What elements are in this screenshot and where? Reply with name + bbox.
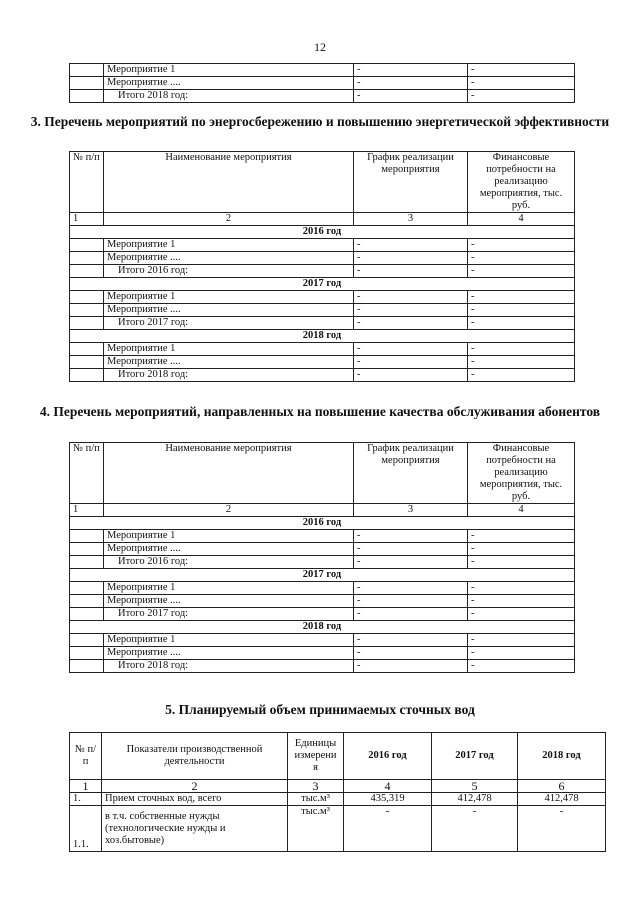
schedule-cell: - (354, 252, 468, 265)
finance-cell: - (468, 90, 575, 103)
value-2018: - (518, 806, 606, 852)
empty-cell (70, 647, 104, 660)
empty-cell (70, 90, 104, 103)
column-number: 1 (70, 780, 102, 793)
finance-cell: - (468, 317, 575, 330)
column-header: № п/п (70, 152, 104, 213)
finance-cell: - (468, 595, 575, 608)
finance-cell: - (468, 77, 575, 90)
schedule-cell: - (354, 369, 468, 382)
column-number: 3 (288, 780, 344, 793)
schedule-cell: - (354, 343, 468, 356)
empty-cell (70, 356, 104, 369)
section-3-table (69, 151, 575, 382)
activity-name: Мероприятие 1 (104, 64, 354, 77)
header-row (70, 443, 575, 504)
year-label: 2016 год (70, 226, 575, 239)
finance-cell: - (468, 543, 575, 556)
table-row (70, 582, 575, 595)
schedule-cell: - (354, 356, 468, 369)
unit-cell: тыс.м³ (288, 806, 344, 852)
column-number: 6 (518, 780, 606, 793)
activity-name: Итого 2016 год: (104, 265, 354, 278)
activity-name: Мероприятие 1 (104, 291, 354, 304)
column-number: 2 (104, 504, 354, 517)
empty-cell (70, 530, 104, 543)
activity-name: Мероприятие 1 (104, 239, 354, 252)
continuation-table (69, 63, 575, 103)
table-row (70, 608, 575, 621)
finance-cell: - (468, 647, 575, 660)
column-header: График реализации мероприятия (354, 443, 468, 504)
year-label: 2017 год (70, 278, 575, 291)
year-row (70, 569, 575, 582)
value-2017: - (432, 806, 518, 852)
column-header: № п/п (70, 443, 104, 504)
table-row (70, 239, 575, 252)
empty-cell (70, 660, 104, 673)
empty-cell (70, 543, 104, 556)
activity-name: Мероприятие .... (104, 252, 354, 265)
column-number: 3 (354, 213, 468, 226)
section-5-title: 5. Планируемый объем принимаемых сточных вод (165, 702, 475, 717)
page-number: 12 (314, 40, 326, 54)
column-header: Финансовые потребности на реализацию мероприятия, тыс. руб. (468, 443, 575, 504)
empty-cell (70, 595, 104, 608)
finance-cell: - (468, 265, 575, 278)
finance-cell: - (468, 64, 575, 77)
empty-cell (70, 582, 104, 595)
schedule-cell: - (354, 582, 468, 595)
column-header: График реализации мероприятия (354, 152, 468, 213)
finance-cell: - (468, 252, 575, 265)
table-row (70, 634, 575, 647)
value-2016: 435,319 (344, 793, 432, 806)
table-row (70, 369, 575, 382)
table-row (70, 64, 575, 77)
empty-cell (70, 556, 104, 569)
schedule-cell: - (354, 77, 468, 90)
table-row (70, 343, 575, 356)
column-number: 4 (344, 780, 432, 793)
table-row (70, 530, 575, 543)
section-5-table (69, 732, 606, 852)
table-row (70, 356, 575, 369)
year-label: 2018 год (70, 621, 575, 634)
schedule-cell: - (354, 647, 468, 660)
table-row (70, 660, 575, 673)
empty-cell (70, 291, 104, 304)
activity-name: Мероприятие .... (104, 77, 354, 90)
empty-cell (70, 64, 104, 77)
indicator-name: в т.ч. собственные нужды (технологические нужды и хоз.бытовые) (102, 806, 288, 852)
activity-name: Итого 2017 год: (104, 317, 354, 330)
activity-name: Итого 2017 год: (104, 608, 354, 621)
schedule-cell: - (354, 608, 468, 621)
empty-cell (70, 239, 104, 252)
activity-name: Итого 2018 год: (104, 660, 354, 673)
column-number-row (70, 780, 606, 793)
finance-cell: - (468, 356, 575, 369)
indicator-name: Прием сточных вод, всего (102, 793, 288, 806)
header-row (70, 733, 606, 780)
year-row (70, 517, 575, 530)
column-header: Наименование мероприятия (104, 152, 354, 213)
section-4-title: 4. Перечень мероприятий, направленных на повышение качества обслуживания абонентов (39, 404, 601, 419)
column-number: 5 (432, 780, 518, 793)
activity-name: Мероприятие .... (104, 356, 354, 369)
schedule-cell: - (354, 239, 468, 252)
column-number: 2 (104, 213, 354, 226)
column-number: 4 (468, 213, 575, 226)
finance-cell: - (468, 634, 575, 647)
empty-cell (70, 77, 104, 90)
finance-cell: - (468, 556, 575, 569)
schedule-cell: - (354, 265, 468, 278)
column-header: Показатели производственной деятельности (102, 733, 288, 780)
finance-cell: - (468, 304, 575, 317)
column-header: Единицы измерени я (288, 733, 344, 780)
finance-cell: - (468, 582, 575, 595)
activity-name: Итого 2018 год: (104, 90, 354, 103)
empty-cell (70, 369, 104, 382)
activity-name: Мероприятие .... (104, 543, 354, 556)
column-number: 2 (102, 780, 288, 793)
schedule-cell: - (354, 64, 468, 77)
empty-cell (70, 634, 104, 647)
finance-cell: - (468, 291, 575, 304)
activity-name: Мероприятие .... (104, 595, 354, 608)
activity-name: Мероприятие .... (104, 647, 354, 660)
value-2018: 412,478 (518, 793, 606, 806)
empty-cell (70, 265, 104, 278)
schedule-cell: - (354, 90, 468, 103)
table-row (70, 647, 575, 660)
table-row (70, 77, 575, 90)
table-row (70, 595, 575, 608)
section-3-title: 3. Перечень мероприятий по энергосбережению и повышению энергетической эффективности (30, 114, 610, 129)
column-header: № п/п (70, 733, 102, 780)
finance-cell: - (468, 239, 575, 252)
empty-cell (70, 343, 104, 356)
empty-cell (70, 608, 104, 621)
column-header: 2016 год (344, 733, 432, 780)
header-row (70, 152, 575, 213)
activity-name: Мероприятие 1 (104, 343, 354, 356)
finance-cell: - (468, 608, 575, 621)
table-row (70, 793, 606, 806)
activity-name: Мероприятие 1 (104, 530, 354, 543)
year-label: 2016 год (70, 517, 575, 530)
table-row (70, 90, 575, 103)
activity-name: Мероприятие 1 (104, 582, 354, 595)
activity-name: Итого 2016 год: (104, 556, 354, 569)
table-row (70, 304, 575, 317)
table-row (70, 806, 606, 852)
empty-cell (70, 317, 104, 330)
column-header: 2017 год (432, 733, 518, 780)
finance-cell: - (468, 369, 575, 382)
finance-cell: - (468, 660, 575, 673)
finance-cell: - (468, 343, 575, 356)
column-number-row (70, 213, 575, 226)
column-number: 1 (70, 213, 104, 226)
schedule-cell: - (354, 660, 468, 673)
table-row (70, 265, 575, 278)
schedule-cell: - (354, 291, 468, 304)
year-label: 2017 год (70, 569, 575, 582)
column-number-row (70, 504, 575, 517)
row-number: 1.1. (70, 806, 102, 852)
year-row (70, 226, 575, 239)
schedule-cell: - (354, 595, 468, 608)
schedule-cell: - (354, 543, 468, 556)
year-label: 2018 год (70, 330, 575, 343)
empty-cell (70, 252, 104, 265)
table-row (70, 543, 575, 556)
finance-cell: - (468, 530, 575, 543)
table-row (70, 317, 575, 330)
table-row (70, 252, 575, 265)
column-number: 3 (354, 504, 468, 517)
column-number: 1 (70, 504, 104, 517)
column-number: 4 (468, 504, 575, 517)
row-number: 1. (70, 793, 102, 806)
value-2016: - (344, 806, 432, 852)
year-row (70, 330, 575, 343)
schedule-cell: - (354, 317, 468, 330)
section-4-table (69, 442, 575, 673)
table-row (70, 291, 575, 304)
empty-cell (70, 304, 104, 317)
schedule-cell: - (354, 556, 468, 569)
table-row (70, 556, 575, 569)
column-header: Наименование мероприятия (104, 443, 354, 504)
year-row (70, 621, 575, 634)
year-row (70, 278, 575, 291)
activity-name: Мероприятие .... (104, 304, 354, 317)
schedule-cell: - (354, 304, 468, 317)
activity-name: Мероприятие 1 (104, 634, 354, 647)
schedule-cell: - (354, 530, 468, 543)
schedule-cell: - (354, 634, 468, 647)
unit-cell: тыс.м³ (288, 793, 344, 806)
value-2017: 412,478 (432, 793, 518, 806)
column-header: Финансовые потребности на реализацию мероприятия, тыс. руб. (468, 152, 575, 213)
column-header: 2018 год (518, 733, 606, 780)
activity-name: Итого 2018 год: (104, 369, 354, 382)
